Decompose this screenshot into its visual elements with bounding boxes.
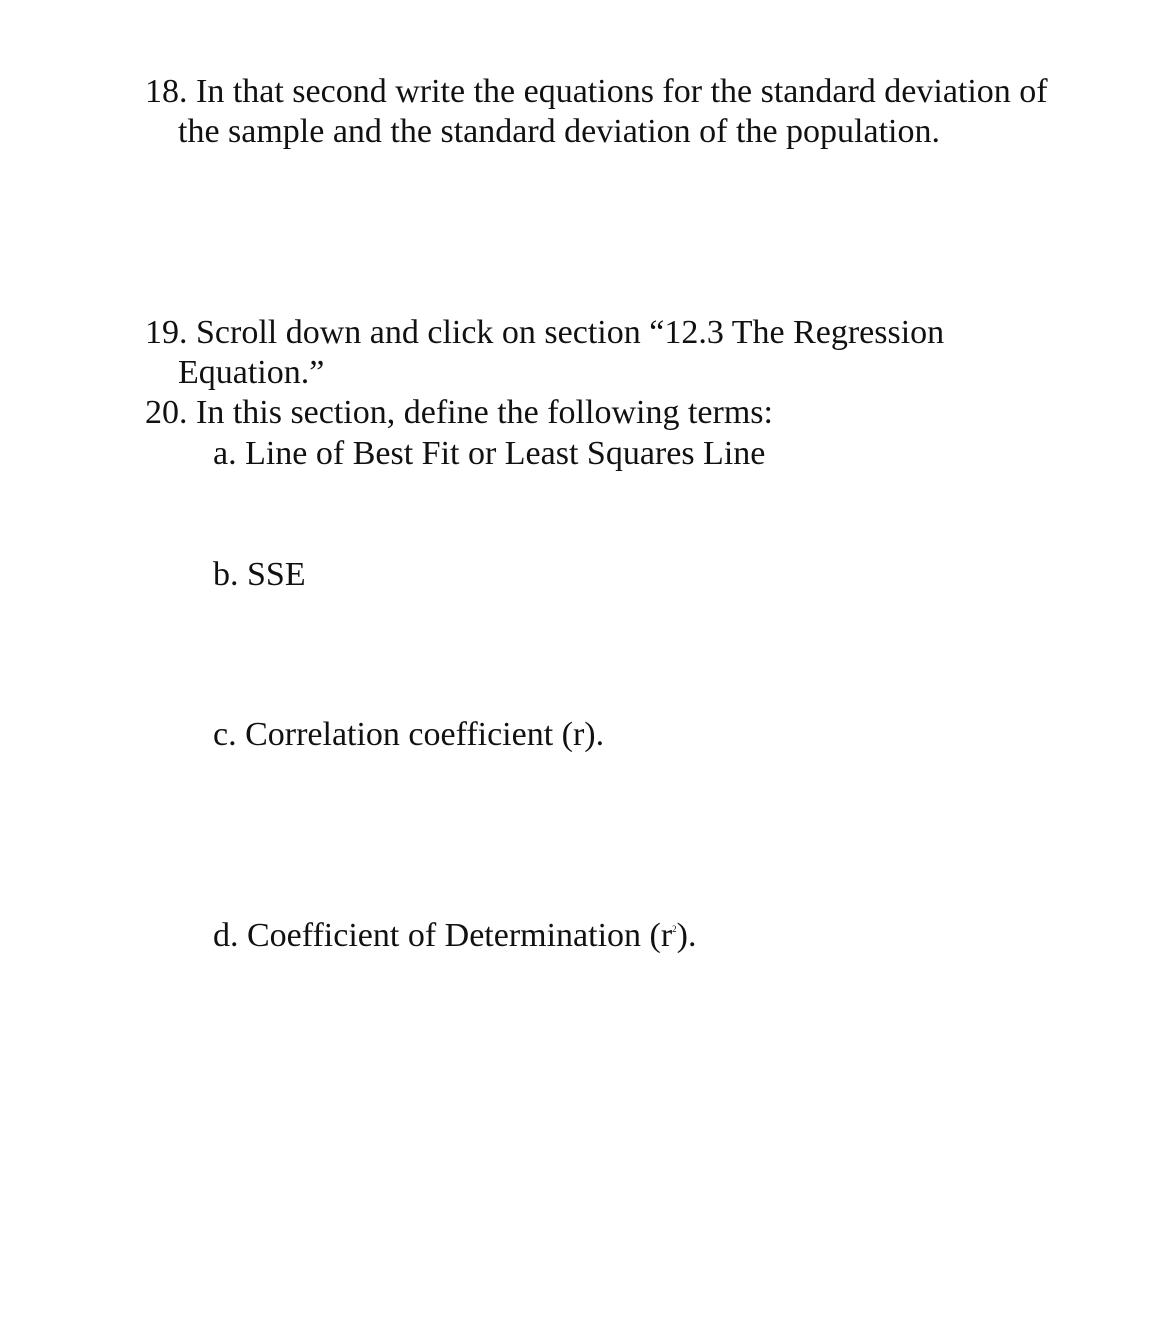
- question-19-line-1: 19. Scroll down and click on section “12.3 The Regression: [145, 314, 945, 351]
- term-d-prefix: d. Coefficient of Determination (r: [213, 917, 673, 954]
- term-c: c. Correlation coefficient (r).: [213, 716, 605, 753]
- question-19-line-2: Equation.”: [178, 354, 325, 391]
- term-d-superscript: 2: [672, 924, 677, 934]
- term-a: a. Line of Best Fit or Least Squares Line: [213, 435, 766, 472]
- question-18-line-2: the sample and the standard deviation of the population.: [178, 113, 940, 150]
- term-d: [213, 916, 697, 956]
- question-18-line-1: 18. In that second write the equations for the standard deviation of: [145, 73, 1048, 110]
- term-d-suffix: ).: [676, 917, 697, 954]
- term-b: b. SSE: [213, 556, 306, 593]
- question-20-prompt: 20. In this section, define the following terms:: [145, 394, 773, 431]
